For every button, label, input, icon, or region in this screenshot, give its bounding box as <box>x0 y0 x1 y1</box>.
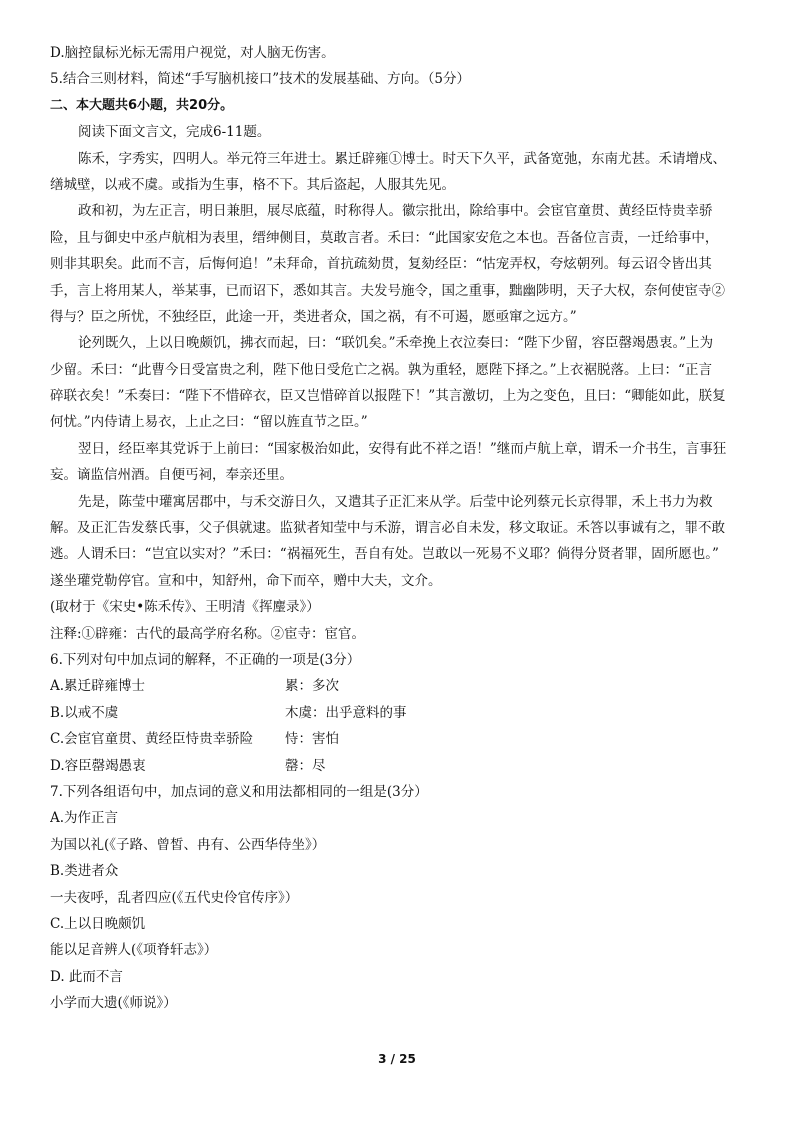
passage-line: 少留。禾曰：“此曹今日受富贵之利，陛下他日受危亡之祸。孰为重轻，愿陛下择之。”上衣裾脱落。上曰：“正言 <box>50 361 712 378</box>
document-page <box>50 40 750 1016</box>
question-6: 6.下列对句中加点词的解释，不正确的一项是(3分） <box>50 651 361 668</box>
passage-line: 逃。人谓禾曰：“岂宜以实对？”禾曰：“祸福死生，吾自有处。岂敢以一死易不义耶？倘得分贤者罪，固所愿也。” <box>50 546 719 563</box>
q7-option-d: D. 此而不言 <box>50 968 123 985</box>
question-7: 7.下列各组语句中，加点词的意义和用法都相同的一组是(3分） <box>50 783 428 800</box>
passage-line: 论列既久，上以日晚颇饥，拂衣而起，曰：“联饥矣。”禾牵挽上衣泣奏曰：“陛下少留，容臣罄竭愚衷。”上为 <box>78 335 714 352</box>
q7-option-d-pair: 小学而大遗(《师说》） <box>50 995 177 1012</box>
passage-line: 碎联衣矣！”禾奏曰：“陛下不惜碎衣，臣又岂惜碎首以报陛下！”其言激切，上为之变色，且曰：“卿能如此，朕复 <box>50 388 726 405</box>
passage-line: 翌日，经臣率其党诉于上前曰：“国家极治如此，安得有此不祥之语！”继而卢航上章，谓禾一介书生，言事狂 <box>78 440 727 457</box>
passage-line: 险，且与御史中丞卢航相为表里，缙绅侧目，莫敢言者。禾曰：“此国家安危之本也。吾备位言责，一迁给事中， <box>50 229 719 246</box>
q6-option-d-gloss: 罄：尽 <box>285 757 326 774</box>
q6-option-a <box>50 673 750 699</box>
q6-option-c <box>50 726 750 752</box>
q6-option-b-gloss: 木虞：出乎意料的事 <box>285 704 407 721</box>
q6-option-a-gloss: 累：多次 <box>285 678 339 695</box>
section-heading: 二、本大题共6小题，共20分。 <box>50 97 234 113</box>
q6-option-a-phrase: A.累迁辟雍博士 <box>50 678 146 695</box>
passage-line: 政和初，为左正言，明日兼胆，展尽底蕴，时称得人。徽宗批出，除给事中。会宦官童贯、黄经臣恃贵幸骄 <box>78 203 713 220</box>
q6-option-c-gloss: 恃：害怕 <box>285 731 339 748</box>
passage-line: 何忧。”内侍请上易衣，上止之曰：“留以旌直节之臣。” <box>50 414 368 431</box>
q7-option-c-pair: 能以足音辨人(《项脊轩志》） <box>50 942 218 959</box>
reading-instruction: 阅读下面文言文，完成6-11题。 <box>78 124 271 141</box>
passage-line: 妄。谪监信州酒。自便丐祠，奉亲还里。 <box>50 467 293 484</box>
q7-option-c: C.上以日晚颇饥 <box>50 915 146 932</box>
page-number: 3 / 25 <box>378 1052 416 1066</box>
option-d-q4: D.脑控鼠标光标无需用户视觉，对人脑无伤害。 <box>50 45 335 61</box>
q6-option-b <box>50 700 750 726</box>
passage-line: 缮城壁，以戒不虞。或指为生事，格不下。其后盗起，人服其先见。 <box>50 176 455 193</box>
source-note: (取材于《宋史•陈禾传》、王明清《挥麈录》） <box>50 599 320 616</box>
passage-line: 遂坐瓘党勒停官。宣和中，知舒州，命下而卒，赠中大夫，文介。 <box>50 572 442 589</box>
annotation-note: 注释:①辟雍：古代的最高学府名称。②宦寺：宦官。 <box>50 625 366 642</box>
question-5: 5.结合三则材料，简述“手写脑机接口”技术的发展基础、方向。（5分） <box>50 71 471 88</box>
passage-line: 先是，陈莹中瓘寓居郡中，与禾交游日久，又遣其子正汇来从学。后莹中论列蔡元长京得罪，禾上书力为救 <box>78 493 713 510</box>
q6-option-c-phrase: C.会宦官童贯、黄经臣恃贵幸骄险 <box>50 731 254 748</box>
q7-option-a: A.为作正言 <box>50 810 119 827</box>
passage-line: 则非其职矣。此而不言，后悔何追！”未拜命，首抗疏劾贯，复劾经臣：“怙宠弄权，夸炫朝列。每云诏令皆出其 <box>50 256 712 273</box>
passage-line: 解。及正汇告发蔡氏事，父子俱就逮。监狱者知莹中与禾游，谓言必自未发，移文取证。禾答以事诚有之，罪不敢 <box>50 520 725 537</box>
q6-option-d <box>50 753 750 779</box>
q6-option-d-phrase: D.容臣罄竭愚衷 <box>50 757 146 774</box>
q7-option-b: B.类进者众 <box>50 863 119 880</box>
passage-line: 陈禾，字秀实，四明人。举元符三年进士。累迁辟雍①博士。时天下久平，武备宽弛，东南尤甚。禾请增戍、 <box>78 150 726 167</box>
q7-option-b-pair: 一夫夜呼，乱者四应(《五代史伶官传序》） <box>50 889 299 906</box>
passage-line: 手，言上将用某人，举某事，已而诏下，悉如其言。夫发号施令，国之重事，黜幽陟明，天子大权，奈何使宦寺② <box>50 282 725 299</box>
q7-option-a-pair: 为国以礼(《子路、曾皙、冉有、公西华侍坐》） <box>50 836 326 853</box>
passage-line: 得与？臣之所忧，不独经臣，此途一开，类进者众，国之祸，有不可遏，愿亟窜之远方。” <box>50 308 577 325</box>
q6-option-b-phrase: B.以戒不虞 <box>50 704 119 721</box>
